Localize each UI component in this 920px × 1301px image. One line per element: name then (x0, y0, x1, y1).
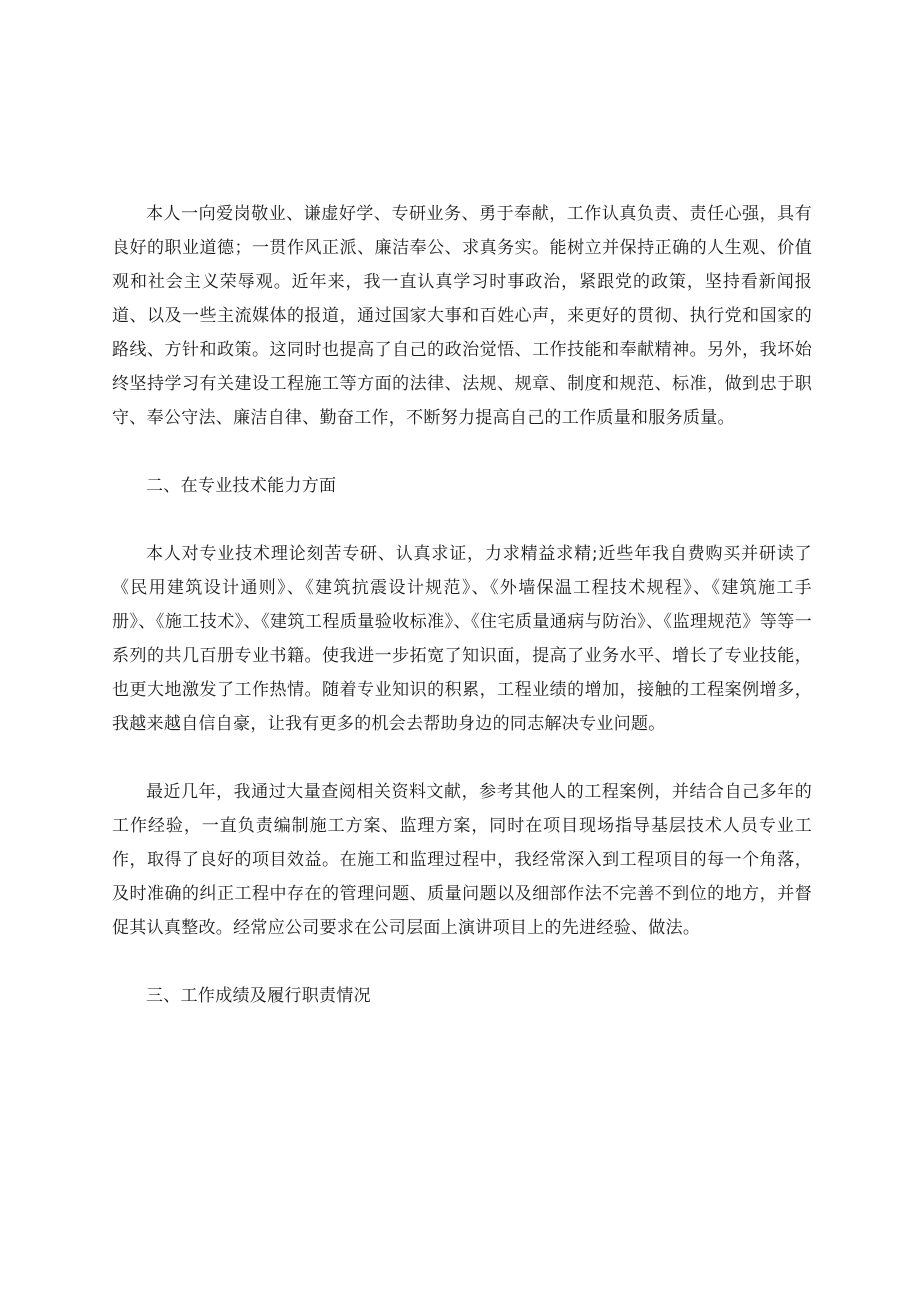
document-body (112, 197, 812, 1013)
paragraph-gap (112, 503, 812, 537)
paragraph-gap (112, 741, 812, 775)
section-heading-technical-ability: 二、在专业技术能力方面 (146, 476, 337, 496)
section-heading-achievements: 三、工作成绩及履行职责情况 (146, 986, 371, 1006)
paragraph-professional-ethics: 本人一向爱岗敬业、谦虚好学、专研业务、勇于奉献，工作认真负责、责任心强，具有良好的职业道德；一贯作风正派、廉洁奉公、求真务实。能树立并保持正确的人生观、价值观和社会主义荣辱观。近年来，我一直认真学习时事政治，紧跟党的政策，坚持看新闻报道、以及一些主流媒体的报道，通过国家大事和百姓心声，来更好的贯彻、执行党和国家的路线、方针和政策。这同时也提高了自己的政治觉悟、工作技能和奉献精神。另外，我坏始终坚持学习有关建设工程施工等方面的法律、法规、规章、制度和规范、标准，做到忠于职守、奉公守法、廉洁自律、勤奋工作，不断努力提高自己的工作质量和服务质量。 (112, 204, 812, 428)
paragraph-project-experience: 最近几年，我通过大量查阅相关资料文献，参考其他人的工程案例，并结合自己多年的工作经验，一直负责编制施工方案、监理方案，同时在项目现场指导基层技术人员专业工作，取得了良好的项目效益。在施工和监理过程中，我经常深入到工程项目的每一个角落，及时准确的纠正工程中存在的管理问题、质量问题以及细部作法不完善不到位的地方，并督促其认真整改。经常应公司要求在公司层面上演讲项目上的先进经验、做法。 (112, 782, 812, 938)
paragraph-technical-study: 本人对专业技术理论刻苦专研、认真求证，力求精益求精;近些年我自费购买并研读了《民用建筑设计通则》、《建筑抗震设计规范》、《外墙保温工程技术规程》、《建筑施工手册》、《施工技术》、《建筑工程质量验收标准》、《住宅质量通病与防治》、《监理规范》等等一系列的共几百册专业书籍。使我进一步拓宽了知识面，提高了业务水平、增长了专业技能，也更大地激发了工作热情。随着专业知识的积累，工程业绩的增加，接触的工程案例增多，我越来越自信自豪，让我有更多的机会去帮助身边的同志解决专业问题。 (112, 544, 812, 734)
paragraph-gap (112, 945, 812, 979)
paragraph-gap (112, 435, 812, 469)
